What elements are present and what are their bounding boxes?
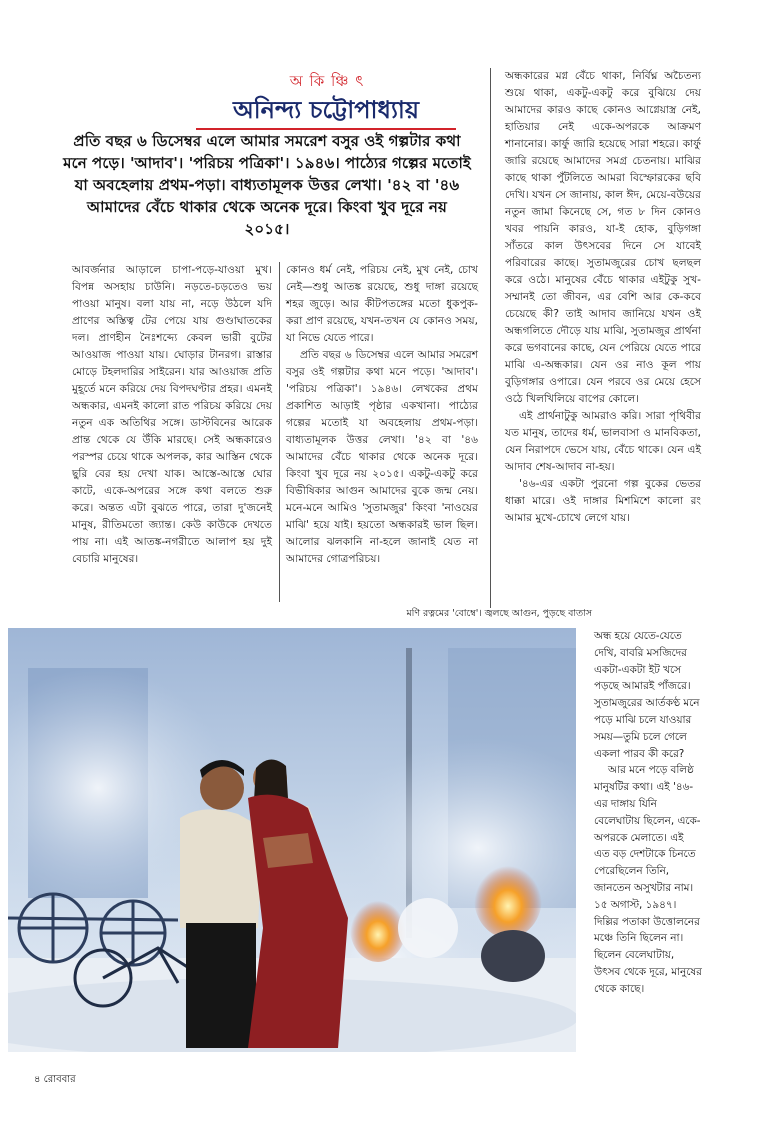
article-column-3-continued — [594, 628, 702, 998]
section-kicker: অ কি ঞ্চি ৎ — [289, 72, 365, 90]
paragraph: সুতামজুরের আর্তকণ্ঠ মনে পড়ে মাঝি চলে যাওয়ার সময়—তুমি চলে গেলে একলা পারব কী করে? — [594, 697, 700, 760]
riot-scene-illustration — [8, 628, 576, 1052]
column-divider — [490, 68, 491, 608]
article-column-3 — [505, 68, 701, 527]
paragraph: অন্ধকারের মগ্ন বেঁচে থাকা, নির্বিঘ্ন অচৈতন্য শুয়ে থাকা, একটু-একটু করে বুঝিয়ে দেয় আমাদের কারও কাছে কোনও আগ্নেয়াস্ত্র নেই, হাতিয়ার নেই একে-অপরকে আক্রমণ শানানোর। কার্ফু জারি হয়েছে সারা শহরে। কার্ফু জারি রয়েছে আমাদের সমগ্র চেতনায়। মাঝির কাছে থাকা পুঁটলিতে আমরা বিস্ফোরকের ছবি দেখি। যখন সে জানায়, কাল ঈদ, মেয়ে-বউয়ের নতুন জামা কিনেছে সে, গত ৮ দিন কোনও খবর পায়নি কারও, যা-ই হোক, বুড়িগঙ্গা সাঁতরে কাল উৎসবের দিনে সে যাবেই পরিবারের কাছে। সুতামজুরের চোখ ছলছল করে ওঠে। মানুষের বেঁচে থাকার এইটুকু সুখ-সম্মানই তো জীবন, এর বেশি আর কে-কবে চেয়েছে কী? তাই আদাব জানিয়ে যখন ওই অন্ধগলিতে দৌড়ে যায় মাঝি, সুতামজুর প্রার্থনা করে ভগবানের কাছে, যেন পেরিয়ে যেতে পারে মাঝি এ-অন্ধকার। যেন ওর নাও কূল পায় বুড়িগঙ্গার ওপারে। যেন পরবে ওর মেয়ে হেসে ওঠে খিলখিলিয়ে বাপের কোলে। — [505, 70, 701, 405]
standfirst: প্রতি বছর ৬ ডিসেম্বর এলে আমার সমরেশ বসুর ওই গল্পটার কথা মনে পড়ে। 'আদাব'। 'পরিচয় পত্রিকা'। ১৯৪৬। পাঠ্যের গল্পের মতোই যা অবহেলায় প্রথম-পড়া। বাধ্যতামূলক উত্তর লেখা। '৪২ বা '৪৬ আমাদের বেঁচে থাকার থেকে অনেক দূরে। কিংবা খুব দূরে নয় ২০১৫। — [63, 132, 471, 238]
film-still-photo — [8, 628, 576, 1052]
author-name: অনিন্দ্য চট্টোপাধ্যায় — [233, 96, 419, 124]
paragraph: এই প্রার্থনাটুকু আমরাও করি। সারা পৃথিবীর যত মানুষ, তাদের ধর্ম, ভালবাসা ও মানবিকতা, যেন নিরাপদে ভেসে যায়, বেঁচে থাকে। যেন এই আদাব শেষ-আদাব না-হয়। — [505, 410, 701, 473]
column-divider — [279, 262, 280, 602]
paragraph: আর মনে পড়ে বলিষ্ঠ মানুষটির কথা। এই '৪৬-এর দাঙ্গায় যিনি বেলেঘাটায় ছিলেন, একে-অপরকে মেলাতে। এই এত বড় দেশটাকে চিনতে পেরেছিলেন তিনি, জানতেন অসুখটার নাম। ১৫ অগাস্ট, ১৯৪৭। দিল্লির পতাকা উত্তোলনের মঞ্চে তিনি ছিলেন না। ছিলেন বেলেঘাটায়, উৎসব থেকে দূরে, মানুষের থেকে কাছে। — [594, 764, 702, 995]
page-footer: ৪ রোববার — [34, 1074, 76, 1085]
paragraph: অন্ধ হয়ে যেতে-যেতে দেখি, বাবরি মসজিদের একটা-একটা ইট খসে পড়ছে আমারই পাঁজরে। — [594, 630, 691, 693]
paragraph: '৪৬-এর একটা পুরনো গল্প বুকের ভেতর ধাক্কা মারে। ওই দাঙ্গার মিশমিশে কালো রং আমার মুখে-চোখে লেগে যায়। — [505, 478, 701, 524]
paragraph: আবর্জনার আড়ালে চাপা-পড়ে-যাওয়া মুখ। বিপন্ন অসহায় চাউনি। নড়তে-চড়তেও ভয় পাওয়া মানুষ। বলা যায় না, নড়ে উঠলে যদি প্রাণের অস্তিত্ব টের পেয়ে যায় গুণ্ডাঘাতকের দল। প্রাণহীন নৈঃশব্দ্যে কেবল ভারী বুটের আওয়াজ পাওয়া যায়। ঘোড়ার টানরগ। রাস্তার মোড়ে টহলদারির সাইরেন। যার আওয়াজ প্রতি মুহূর্তে মনে করিয়ে দেয় বিপদঘণ্টার প্রহর। এমনই অন্ধকার, এমনই কালো রাত পরিচয় করিয়ে দেয় নতুন এক অতিথির সঙ্গে। ডাস্টবিনের আরেক প্রান্ত থেকে যে উঁকি মারছে। সেই অন্ধকারেও পরস্পর চেয়ে থাকে অপলক, কার আস্তিন থেকে ছুরি বের হয় দেখা যাক। আস্তে-আস্তে ঘোর কাটে, একে-অপরের সঙ্গে কথা বলতে শুরু করে। অন্তত এটা বুঝতে পারে, তারা দু'জনেই মানুষ, রীতিমতো জ্যান্ত। কেউ কাউকে দেখতে পায় না। এই আতঙ্ক-নগরীতে আলাপ হয় দুই বেচারি মানুষের। — [72, 264, 272, 565]
paragraph: কোনও ধর্ম নেই, পরিচয় নেই, মুখ নেই, চোখ নেই—শুধু আতঙ্ক রয়েছে, শুধু দাঙ্গা রয়েছে শহর জুড়ে। আর কীটপতঙ্গের মতো ধুকপুক-করা প্রাণ রয়েছে, যখন-তখন যে কোনও সময়, যা নিভে যেতে পারে। — [286, 264, 478, 344]
photo-caption: মণি রত্নমের 'বোম্বে'। জ্বলছে আগুন, পুড়ছে বাতাস — [406, 608, 592, 619]
paragraph: প্রতি বছর ৬ ডিসেম্বর এলে আমার সমরেশ বসুর ওই গল্পটার কথা মনে পড়ে। 'আদাব'। 'পরিচয় পত্রিকা'। ১৯৪৬। লেখকের প্রথম প্রকাশিত আড়াই পৃষ্ঠার একখানা। পাঠ্যের গল্পের মতোই যা অবহেলায় প্রথম-পড়া। বাধ্যতামূলক উত্তর লেখা। '৪২ বা '৪৬ আমাদের বেঁচে থাকার থেকে অনেক দূরে। কিংবা খুব দূরে নয় ২০১৫। একটু-একটু করে বিভীষিকার আগুন আমাদের বুকে জন্ম নেয়। মনে-মনে আমিও 'সুতামজুর' কিংবা 'নাওয়ের মাঝি' হয়ে যাই। হয়তো অন্ধকারই ভাল ছিল। আলোর ঝলকানি না-হলে জানাই যেত না আমাদের গোত্রপরিচয়। — [286, 349, 478, 565]
article-column-1 — [72, 262, 272, 568]
article-column-2 — [286, 262, 478, 568]
